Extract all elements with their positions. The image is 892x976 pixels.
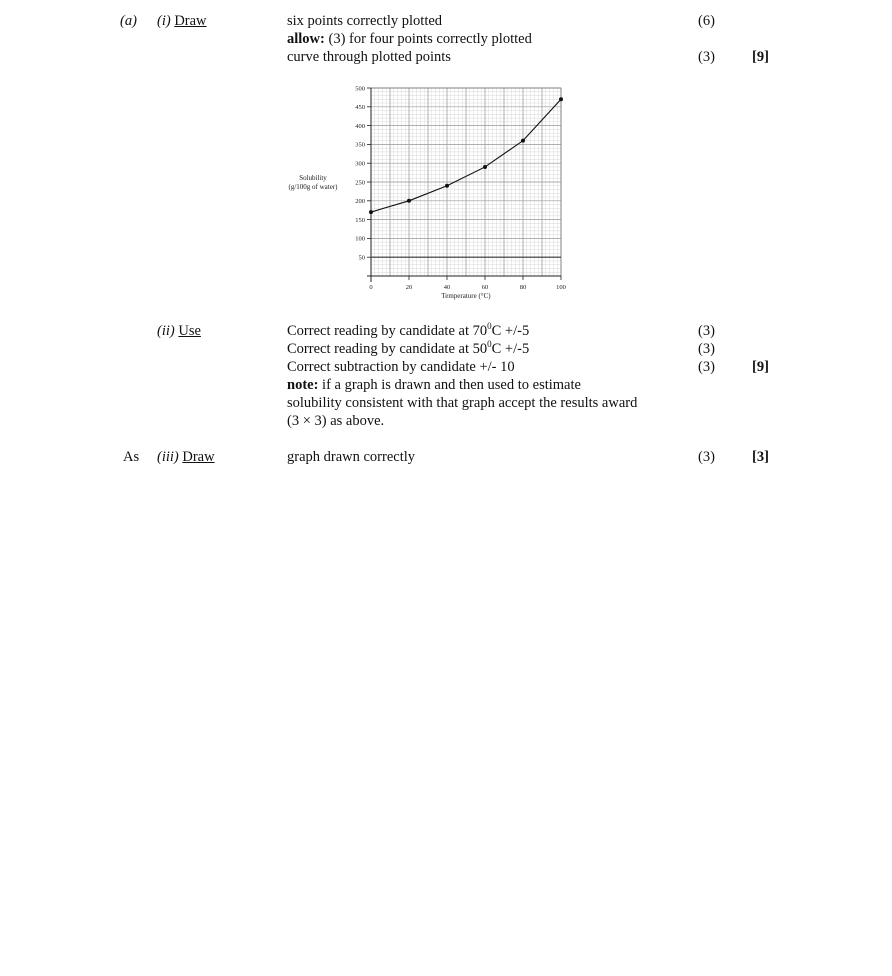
iii-total: [3]	[752, 449, 769, 465]
subpart-ii-header	[157, 322, 201, 340]
chart-xlabel: Temperature (°C)	[441, 292, 491, 300]
ii-line-1-text: Correct reading by candidate at 70	[287, 323, 488, 339]
ii-mark-3: (3)	[698, 359, 715, 375]
x-tick-label: 40	[443, 284, 451, 291]
ii-total: [9]	[752, 359, 769, 375]
y-tick-label: 300	[355, 160, 365, 168]
y-tick-label: 350	[355, 141, 365, 149]
data-point	[407, 199, 411, 203]
data-point	[521, 139, 525, 143]
subpart-iii-roman: (iii)	[157, 449, 179, 465]
i-line-3: curve through plotted points	[287, 49, 451, 65]
subpart-i-roman: (i)	[157, 13, 171, 29]
y-tick-label: 250	[355, 179, 365, 187]
subpart-iii-header	[157, 448, 215, 466]
note-label: note:	[287, 377, 319, 393]
part-a-label: (a)	[120, 13, 137, 29]
data-point	[369, 210, 373, 214]
x-tick-label: 0	[369, 284, 373, 291]
x-tick-label: 80	[519, 284, 527, 291]
i-total: [9]	[752, 49, 769, 65]
ii-mark-2: (3)	[698, 341, 715, 357]
subpart-i-command: Draw	[174, 13, 207, 29]
allow-label: allow:	[287, 31, 325, 47]
y-tick-label: 150	[355, 216, 365, 224]
chart-axes	[367, 88, 561, 282]
chart-ylabel-line2: (g/100g of water)	[288, 183, 338, 191]
ii-line-1	[287, 322, 529, 340]
ii-line-6: (3 × 3) as above.	[287, 413, 385, 429]
subpart-ii-command: Use	[178, 323, 201, 339]
ii-mark-1: (3)	[698, 323, 715, 339]
i-mark-1: (6)	[698, 13, 715, 29]
data-point	[445, 184, 449, 188]
allow-text: (3) for four points correctly plotted	[324, 31, 532, 47]
y-tick-label: 50	[358, 254, 365, 262]
y-tick-label: 400	[355, 122, 365, 130]
ii-line-2-unit: C +/-5	[491, 341, 530, 357]
x-tick-label: 20	[405, 284, 413, 291]
ii-line-5: solubility consistent with that graph accept the results award	[287, 395, 638, 411]
iii-prefix: As	[123, 449, 140, 465]
iii-line-1: graph drawn correctly	[287, 449, 416, 465]
subpart-i-header	[157, 12, 207, 30]
chart-ylabel-line1: Solubility	[299, 174, 327, 182]
y-tick-label: 100	[355, 235, 365, 243]
y-tick-label: 200	[355, 198, 365, 206]
i-line-1: six points correctly plotted	[287, 13, 443, 29]
ii-line-2-text: Correct reading by candidate at 50	[287, 341, 488, 357]
i-mark-2: (3)	[698, 49, 715, 65]
ii-line-3: Correct subtraction by candidate +/- 10	[287, 359, 515, 375]
ii-line-2	[287, 340, 529, 358]
degree-sup-2: 0	[487, 339, 492, 350]
note-text: if a graph is drawn and then used to estimate	[318, 377, 581, 393]
solubility-chart	[282, 80, 582, 305]
x-tick-label: 60	[481, 284, 489, 291]
degree-sup-1: 0	[487, 321, 492, 332]
y-tick-label: 500	[355, 85, 365, 93]
ii-line-1-unit: C +/-5	[491, 323, 530, 339]
data-point	[483, 165, 487, 169]
y-tick-label: 450	[355, 104, 365, 112]
x-tick-label: 100	[556, 284, 566, 291]
i-line-2	[287, 30, 532, 48]
data-point	[559, 97, 563, 101]
ii-line-4	[287, 376, 581, 394]
subpart-ii-roman: (ii)	[157, 323, 175, 339]
subpart-iii-command: Draw	[182, 449, 215, 465]
chart-major-grid	[371, 88, 561, 276]
iii-mark-1: (3)	[698, 449, 715, 465]
